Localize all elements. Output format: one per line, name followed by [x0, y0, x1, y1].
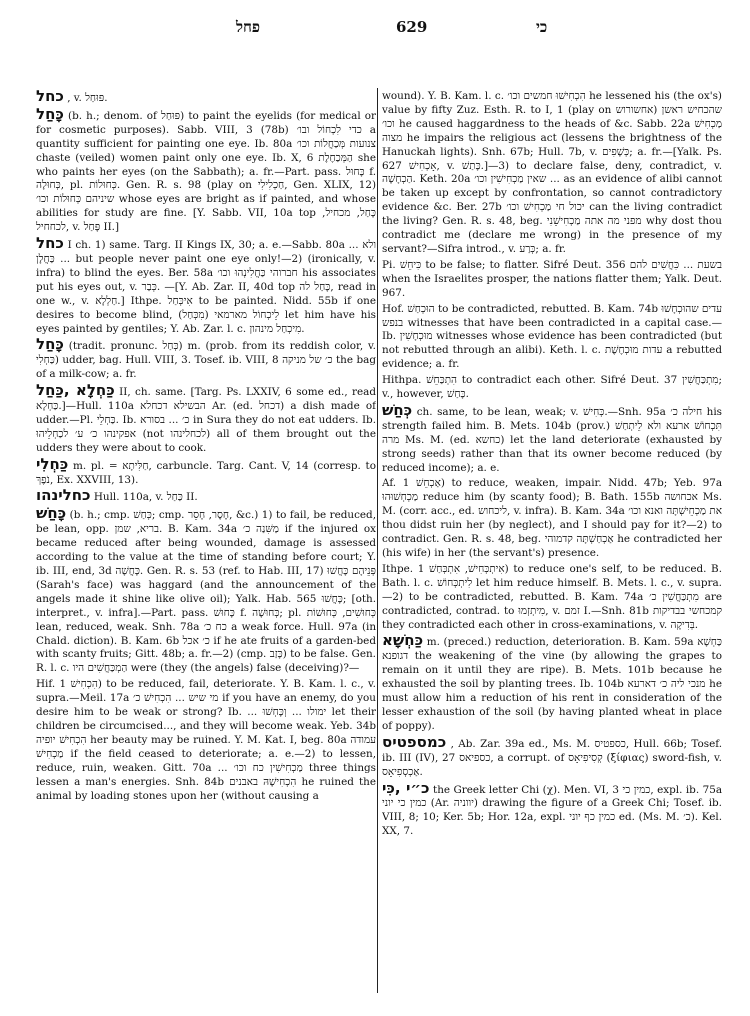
- dictionary-entry: [382, 778, 722, 840]
- entry-definition: II, ch. same. [Targ. Ps. LXXIV, 6 some ed., read כַּחְלָא.]—Hull. 110a הבשילא דכחלא Ar. (ed. דכחל) a dish made of udder.—Pl. כַּחְלֵי. Ib. כ׳ ... בסורא in Sura they do not eat udders. Ib. אפקינהו כ׳ ע׳ לכַחְלֵיהוּ (not לכחלינהו) all of them brought out the udders they were about to cook.: [36, 386, 376, 454]
- entry-headword: כָּחַשׁ: [36, 504, 67, 523]
- dictionary-entry: [382, 374, 722, 402]
- entry-definition: Pi. כִּיחֵשׁ to be false; to flatter. Sifré Deut. 356 בשעת ... כִּחֲשִׁים להם when the Israelites prosper, the nations flatter them; Yalk. Deut. 967.: [382, 258, 722, 299]
- dictionary-entry: [36, 454, 376, 488]
- entry-definition: m. (preced.) reduction, deterioration. B. Kam. 59a כַּחְשָׁא דגופנא the weakening of the vine (by allowing the grapes to remain on it until they are ripe). B. Mets. 101b because he exhausted the soil by planting trees. Ib. 104b מנכי ליה כ׳ דארעא he must allow him a reduction of his rent in consideration of the lesser exhaustion of the soil (by having planted wheat in place of poppy).: [382, 636, 722, 732]
- entry-definition: (b. h.; cmp. כְּחַשׁ; cmp. חֶסֶר, חָסֵר, &c.) 1) to fail, be reduced, be lean, opp. בריא, שמן. B. Kam. 34a מַשִּׁנַה כ׳ if the injured ox became reduced after being wounded, damage is assessed according to the value at the time of standing before court; Y. ib. III, end, 3d כָּחֲשָׁה. Gen. R. s. 53 (ref. to Hab. III, 17) פְּנֵיהָם כָּחֲשׁוּ (Sarah's face) was haggard (and the announcement of the angels made it shine like olive oil); Yalk. Hab. 565 כָּחֲשׁוּ; [oth. interpret., v. infra].—Part. pass. כָּחוּשׁ f. כְּחוּשָׁה; pl. כְּחוּשִׁים, כְּחוּשׁוֹת lean, reduced, weak. Snh. 78a כח כ׳ a weak force. Hull. 97a (in Chald. diction). B. Kam. 6b כ׳ אכל if he ate fruits of a garden-bed with scanty fruits; Gitt. 48b; a. fr.—2) (cmp. כָּזַב) to be false. Gen. R. l. c. הַמְכַּחֲשִׁים היו were (they (the angels) false (deceiving)?—: [36, 509, 376, 675]
- entry-definition: Hof. הוּכְחַשׁ to be contradicted, rebutted. B. Kam. 74b עדים שהוּכְחָשׁוּ בנפש witnesses that have been contradicted in a capital case.—Ib. מוּכְחָשִׁין witnesses whose evidence has been contradicted (but not rebutted through an alibi). Keth. l. c. עדות מוּכְחֶשֶׁת a rebutted evidence; a. fr.: [382, 302, 722, 371]
- dictionary-entry: [36, 90, 376, 106]
- dictionary-entry: [382, 259, 722, 301]
- entry-definition: Hif. הִכְחִישׁ 1) to be reduced, fail, deteriorate. Y. B. Kam. l. c., v. supra.—Meil. 17a מי שיש ... הִכְחִישׁ כ׳ if you have an enemy, do you desire him to be weak or strong? Ib. ... ימולו ... וְכָּחְשׁוּ let their children be circumcised..., and they will become weak. Yeb. 34b הִכְחִישׁ יופיה her beauty may be ruined. Y. M. Kat. I, beg. 80a עמודה מַכְחִישׁ if the field ceased to deteriorate; a. e.—2) to lessen, reduce, ruin, weaken. Gitt. 70a ... מַכְחִישִׁין כח וכו׳ three things lessen a man's energies. Snh. 84b הִכְחִישָׁהּ באבנים he ruined the animal by loading stones upon her (without causing a: [36, 678, 376, 802]
- entry-headword: כְּחַשׁ: [382, 400, 413, 419]
- entry-headword: כ״י ,כִּי: [382, 778, 430, 797]
- dictionary-entry: [36, 104, 376, 235]
- dictionary-entry: [382, 400, 722, 476]
- entry-definition: ch. same, to be lean, weak; v. כְּחִישׁ.—Snh. 95a חילה כ׳ his strength failed him. B. Mets. 104b (prov.) תִּכְחוֹשׁ ארעא ולא לֵיתְחַשׁ מרה Ms. M. (ed. כחשא) let the land deteriorate (exhausted by strong seeds) rather than that its owner become reduced (by reduced income); a. e.: [382, 405, 722, 474]
- right-column: [382, 90, 722, 995]
- dictionary-entry: [36, 335, 376, 382]
- entry-definition: wound). Y. B. Kam. l. c. הִכְחִישׁוּ חמשים וכו׳ he lessened his (the ox's) value by fifty Zuz. Esth. R. to I, 1 (play on אחשורוש) שהכחיש ראשן וכו׳ he caused haggardness to the heads of &c. Sabb. 22a מַכְחִישׁ מצוה he impairs the religious act (lessens the brightness of the Hanuckah lights). Snh. 67b; Hull. 7b, v. כְּשָׁפִים; a. fr.—[Yalk. Ps. 627 אָכְחִישׁ, v. כָּתַשׁ.]—3) to declare false, deny, contradict, v. הַכְחָשָׁה. Keth. 20a שאין מַכְחִישִׁין וכו׳ ... as an evidence of alibi cannot be taken up except by confrontation, so cannot contradictory evidence &c. Ber. 27b יכול חי מַכְחִישׁ וכו׳ can the living contradict the living? Gen. R. s. 48, beg. מפני מה אתה מַכְחִישֵׁנִי why dost thou contradict me (declare me wrong) in the presence of my servant?—Sifra introd., v. כְּרַע; a. fr.: [382, 90, 722, 255]
- entry-definition: the Greek letter Chi (χ). Men. VI, 3 כמין כי, expl. ib. 75a כמין כי יוני (Ar. יווניה) drawing the figure of a Greek Chi; Tosef. ib. VIII, 8; 10; Ker. 5b; Hor. 12a, expl. כמין כף יוני ed. (Ms. M. כ׳). Kel. XX, 7.: [382, 783, 722, 838]
- dictionary-entry: [382, 563, 722, 633]
- running-head-right: כי: [536, 18, 548, 36]
- dictionary-entry: [382, 732, 722, 780]
- entry-headword: כחלינהו: [36, 486, 91, 505]
- entry-headword: כחל: [36, 234, 64, 253]
- entry-definition: m. pl. = חַלִּיתָא, carbuncle. Targ. Cant. V, 14 (corresp. to נֹפֶךְ, Ex. XXVIII, 13).: [36, 459, 376, 486]
- column-divider: [377, 88, 378, 993]
- dictionary-entry: [382, 631, 722, 733]
- dictionary-entry: [36, 381, 376, 456]
- entry-definition: (b. h.; denom. of פּוּחַל) to paint the eyelids (for medical or for cosmetic purposes). Sabb. VIII, 3 (78b) כדי לִכְחוֹל ובו׳ a quantity sufficient for painting one eye. Ib. 80a צנועות מְּכַחֲלוֹת וכו׳ chaste (veiled) women paint only one eye. Ib. X, 6 הַמְּכַחֶלֶת she who paints her eyes (on the Sabbath); a. fr.—Part. pass. כָּחוּל f. כְּחוּלָה, pl. כְּחוּלוֹת. Gen. R. s. 98 (play on חַכְלִילִי, Gen. XLIX, 12) שיניהם כְּחוּלוֹת וכו׳ whose eyes are bright as if painted, and whose abilities for study are fine. [Y. Sabb. VII, 10a top כָּחַל, מכחיל, לכחחיל, v. פָּחַל II.]: [36, 109, 376, 234]
- entry-definition: Hull. 110a, v. כַּחַל II.: [93, 491, 198, 504]
- dictionary-entry: [36, 504, 376, 676]
- dictionary-entry: [36, 486, 376, 505]
- entry-definition: , Ab. Zar. 39a ed., Ms. M. כספטיס, Hull. 66b; Tosef. ib. III (IV), 27 כספיאס, a corrupt. of קְסִיפִיאָס (ξίφιας) sword-fish, v. אַכְסְפִיאָס.: [382, 737, 722, 778]
- dictionary-entry: [382, 90, 722, 257]
- entry-headword: כמספטיס: [382, 732, 447, 751]
- page-header: [36, 18, 714, 44]
- dictionary-entry: [36, 678, 376, 803]
- entry-headword: כַּחְשָׁא: [382, 631, 424, 650]
- entry-definition: , v. פּוּחַל.: [67, 92, 108, 104]
- entry-definition: Af. אַכְחֵשׁ 1) to reduce, weaken, impair. Nidd. 47b; Yeb. 97a מַכְחְשׁוּהוּ reduce him (by scanty food); B. Bath. 155b אכחושה Ms. M. (corr. acc., ed. ליכחוש, v. infra). B. Kam. 34a את מַכְחֵישְׁתָּה ואנא וכו׳ thou didst ruin her (by neglect), and I should pay for it?—2) to contradict. Gen. R. s. 48, beg. אַכְחַשְׁתָּה קדמוהי he contradicted her (his wife) in her (the servant's) presence.: [382, 477, 722, 559]
- entry-definition: Ithpe. אִיתְכְּחִישׁ, אִתְכְּחַשׁ 1) to reduce one's self, to be reduced. B. Bath. l. c. לִיתְכְּחוֹשׁ let him reduce himself. B. Mets. l. c., v. supra.—2) to be contradicted, rebutted. B. Kam. 74a מִתְכַּחֲשִׁין כ׳ are contradicted, contrad. to מִיתְזְמוּ, v. זמם I.—Snh. 81b קמכחשי בבדיקות they contradicted each other in cross-examinations, v. בְּדִיקָה.: [382, 562, 722, 631]
- running-head-left: פחל: [236, 18, 261, 36]
- entry-definition: (tradit. pronunc. כְּחַל) m. (prob. from its reddish color, v. כַּחְלִי) udder, bag. Hull. VIII, 3. Tosef. ib. VIII, 8 כ׳ של מניקה the bag of a milk-cow; a. fr.: [36, 340, 376, 381]
- left-column: [36, 90, 376, 995]
- entry-headword: כָּחַל: [36, 104, 64, 123]
- entry-definition: I ch. 1) same. Targ. II Kings IX, 30; a. e.—Sabb. 80a ... ולא כַּחֲלָן ... but people never paint one eye only!—2) (ironically, v. infra) to blind the eyes. Ber. 58a חברוהי כַּחֲלִינְהוּ וכו׳ his associates put his eyes out, v. כְּבַר. —[Y. Ab. Zar. II, 40d top כָּחַל לה, read in one w., v. חַלְלָא.] Ithpe. אִיכְּחַל to be painted. Nidd. 55b if one desires to become blind, (מִכְּחַל) לֵיכְחוֹל מארמאי let him have his eyes painted by gentiles; Y. Ab. Zar. l. c. מִיכְחַל מינהון.: [36, 239, 376, 335]
- entry-headword: כַּחְלָא ,כַּחַל: [36, 381, 115, 400]
- dictionary-entry: [36, 234, 376, 336]
- entry-headword: כָּחַל: [36, 335, 64, 354]
- page-number: 629: [396, 18, 428, 36]
- entry-headword: כַּחְלִי: [36, 454, 69, 473]
- dictionary-entry: [382, 477, 722, 560]
- entry-headword: כחל: [36, 90, 64, 105]
- dictionary-entry: [382, 303, 722, 373]
- entry-definition: Hithpa. הִתְכַּחֵשׁ to contradict each other. Sifré Deut. 37 מִתְכַּחֲשִׁין; v., however, כָּחַשׁ.: [382, 374, 722, 401]
